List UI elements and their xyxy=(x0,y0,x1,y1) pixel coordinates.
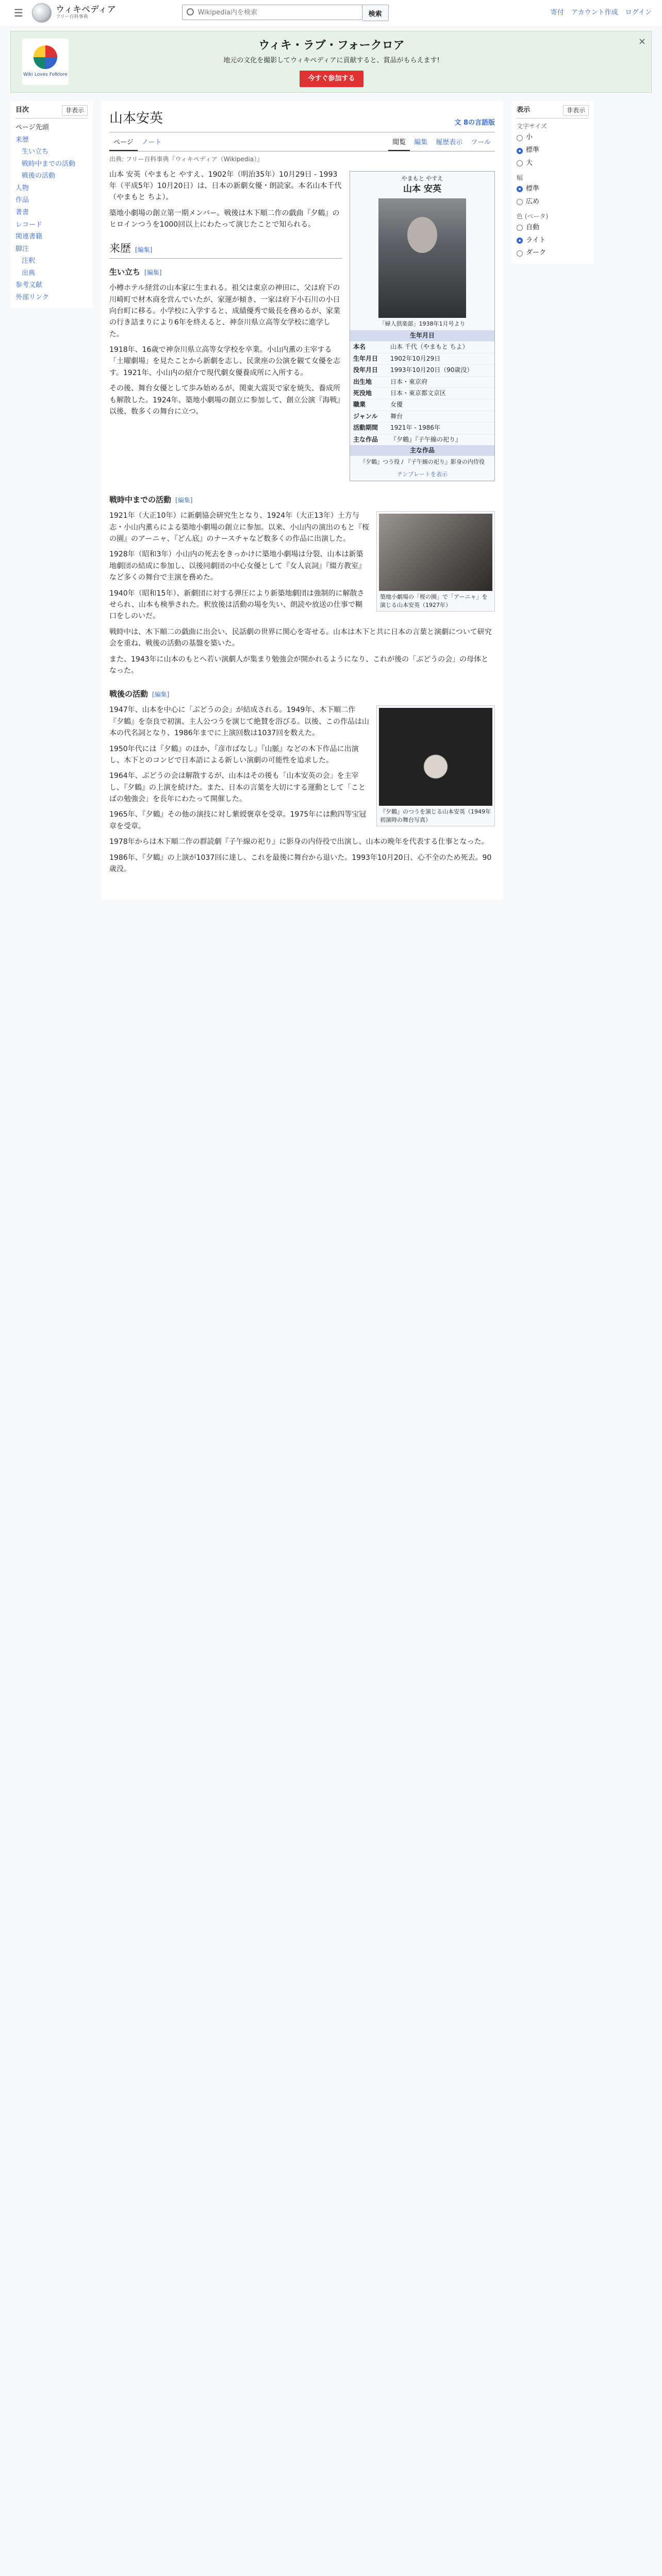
infobox-kana: やまもと やすえ xyxy=(401,175,443,182)
main-menu-icon[interactable]: ☰ xyxy=(14,7,23,19)
paragraph: 1986年、『夕鶴』の上演が1037回に達し、これを最後に舞台から退いた。1993年10月20日、心不全のため死去。90歳没。 xyxy=(109,853,492,874)
infobox-works: 『夕鶴』つう役 / 『子午線の祀り』影身の内侍役 xyxy=(360,459,485,466)
stage-photo[interactable] xyxy=(379,514,492,591)
infobox-row xyxy=(350,411,494,422)
user-links xyxy=(551,8,652,19)
toc-item[interactable] xyxy=(15,146,88,158)
toc-item[interactable] xyxy=(15,207,88,219)
paragraph: 1947年、山本を中心に「ぶどうの会」が結成される。1949年、木下順二作『夕鶴』を奈良で初演、主人公つうを演じて絶賛を浴びる。以後、この作品は山本の代名詞となり、1986年までに上演回数は1037回を数えた。 xyxy=(109,706,369,738)
tab-tools[interactable]: ツール xyxy=(471,138,491,146)
toc-item-label[interactable]: 関連書籍 xyxy=(15,233,43,241)
edit-section-link[interactable]: [編集] xyxy=(175,497,193,504)
radio-option[interactable] xyxy=(517,131,589,144)
toc-list xyxy=(15,122,88,303)
toc-item-label[interactable]: 作品 xyxy=(15,196,29,205)
appearance-panel xyxy=(511,101,594,900)
toc-item[interactable] xyxy=(15,158,88,171)
source-note: 出典: フリー百科事典『ウィキペディア（Wikipedia）』 xyxy=(109,156,263,163)
radio-icon[interactable] xyxy=(517,160,523,166)
infobox-section-works: 主な作品 xyxy=(350,445,494,456)
toc-item[interactable] xyxy=(15,219,88,231)
toc-item[interactable] xyxy=(15,279,88,292)
campaign-banner xyxy=(10,31,652,93)
toc-item-label[interactable]: レコード xyxy=(15,221,43,229)
infobox-key: 活動期間 xyxy=(353,424,378,432)
site-title: ウィキペディア xyxy=(56,5,116,15)
paragraph: また、1943年に山本のもとへ若い演劇人が集まり勉強会が開かれるようになり、これが後の「ぶどうの会」の母体となった。 xyxy=(109,655,489,675)
radio-option[interactable] xyxy=(517,247,589,260)
appearance-hide-button[interactable]: 非表示 xyxy=(563,105,589,116)
paragraph: 戦時中は、木下順二の戯曲に出会い、民話劇の世界に関心を寄せる。山本は木下と共に日本の言葉と演劇について研究会を重ね、戦後の活動の基盤を築いた。 xyxy=(109,628,492,648)
portrait-photo[interactable] xyxy=(378,198,466,318)
text-size-options xyxy=(517,131,589,170)
toc-item-label[interactable]: 戦後の活動 xyxy=(22,172,56,180)
subsection-heading-postwar: 戦後の活動 [編集] xyxy=(109,688,495,700)
radio-label: 大 xyxy=(526,159,533,167)
infobox-key: 死没地 xyxy=(353,389,372,397)
paragraph: 1940年（昭和15年）、新劇団に対する弾圧により新築地劇団は強制的に解散させられ、山本も検挙された。釈放後は活動の場を失い、朗読や放送の仕事で糊口をしのいだ。 xyxy=(109,589,365,621)
figure-sakura xyxy=(376,511,495,612)
toc-item-label[interactable]: 戦時中までの活動 xyxy=(22,160,76,168)
infobox-row xyxy=(350,422,494,433)
tab-talk[interactable]: ノート xyxy=(141,138,162,146)
paragraph: 1918年、16歳で神奈川県立高等女学校を卒業。小山内薫の主宰する「土曜劇場」を見たことから新劇を志し、民衆座の公演を観て女優を志す。1921年、小山内の紹介で現代劇女優養成所に入所する。 xyxy=(109,346,340,377)
paragraph: 1950年代には『夕鶴』のほか、『彦市ばなし』『山脈』などの木下作品に出演し、木下とのコンビで日本語による新しい演劇の可能性を追求した。 xyxy=(109,744,359,765)
toc-item[interactable] xyxy=(15,267,88,280)
toc-heading: 目次 xyxy=(15,106,29,114)
radio-icon[interactable] xyxy=(517,199,523,205)
tab-page[interactable]: ページ xyxy=(109,135,138,151)
infobox-value: 女優 xyxy=(390,401,403,409)
site-header xyxy=(0,0,662,26)
search-icon xyxy=(187,8,194,15)
search-form xyxy=(182,5,389,21)
radio-label: 標準 xyxy=(526,146,540,155)
radio-option[interactable] xyxy=(517,234,589,247)
toc-item[interactable] xyxy=(15,194,88,207)
radio-icon[interactable] xyxy=(517,148,523,154)
text-size-label: 文字サイズ xyxy=(517,123,548,130)
appearance-heading: 表示 xyxy=(517,106,531,114)
site-logo[interactable] xyxy=(32,3,116,23)
banner-logo xyxy=(22,39,69,85)
infobox-value: 1902年10月29日 xyxy=(390,354,441,362)
toc-item-label[interactable]: 脚注 xyxy=(15,245,29,253)
toc-sidebar xyxy=(10,101,93,900)
radio-label: 自動 xyxy=(526,223,540,231)
radio-option[interactable] xyxy=(517,196,589,209)
site-subtitle: フリー百科事典 xyxy=(56,14,88,20)
folklore-logo-icon xyxy=(34,45,57,69)
toc-item-label[interactable]: ページ先頭 xyxy=(15,124,49,132)
infobox xyxy=(350,171,495,482)
infobox-name: 山本 安英 xyxy=(403,183,441,194)
donate-link[interactable]: 寄付 xyxy=(550,8,564,16)
wikipedia-globe-icon xyxy=(32,3,52,23)
toc-item-label[interactable]: 著書 xyxy=(15,209,29,217)
infobox-section-bio: 生年月日 xyxy=(350,330,494,341)
paragraph: 1964年、ぶどうの会は解散するが、山本はその後も「山本安英の会」を主宰し、『夕鶴』の上演を続けた。また、日本の言葉を大切にする運動として「ことばの勉強会」を長年にわたって開催した。 xyxy=(109,772,366,804)
infobox-row xyxy=(350,341,494,352)
infobox-rows xyxy=(350,341,494,445)
toc-item-label[interactable]: 注釈 xyxy=(22,257,36,265)
edit-section-link[interactable]: [編集] xyxy=(135,246,153,253)
radio-label: 標準 xyxy=(526,184,540,193)
tab-read[interactable]: 閲覧 xyxy=(388,135,410,151)
infobox-value: 舞台 xyxy=(390,412,403,420)
toc-item[interactable] xyxy=(15,122,88,134)
search-button[interactable]: 検索 xyxy=(362,5,389,21)
radio-icon[interactable] xyxy=(517,225,523,231)
yuzuru-photo[interactable] xyxy=(379,708,492,806)
infobox-key: 没年月日 xyxy=(353,366,378,374)
radio-label: 小 xyxy=(526,133,533,142)
infobox-key: ジャンル xyxy=(353,412,378,420)
radio-option[interactable] xyxy=(517,157,589,170)
language-button[interactable]: 文 8の言語版 xyxy=(454,118,495,127)
paragraph: 1978年からは木下順二作の群読劇『子午線の祀り』に影身の内侍役で出演し、山本の晩年を代表する仕事となった。 xyxy=(109,838,489,846)
section-heading-history: 来歴 [編集] xyxy=(109,240,342,259)
infobox-value: 日本・東京都文京区 xyxy=(390,389,446,397)
color-label: 色 (ベータ) xyxy=(517,212,549,220)
infobox-value: 日本・東京府 xyxy=(390,378,428,385)
infobox-key: 職業 xyxy=(353,401,366,409)
login-link[interactable]: ログイン xyxy=(625,8,652,16)
toc-item-label[interactable]: 来歴 xyxy=(15,135,29,144)
lead-paragraph-2: 築地小劇場の創立第一期メンバー。戦後は木下順二作の戯曲『夕鶴』のヒロインつうを1000回以上にわたって演じたことで知られる。 xyxy=(109,209,340,229)
paragraph: その後、舞台女優として歩み始めるが、関東大震災で家を焼失、養成所も解散した。1924年、築地小劇場の創立に参加して、創立公演『海戦』以後、数多くの舞台に立つ。 xyxy=(109,384,341,416)
toc-hide-button[interactable]: 非表示 xyxy=(62,105,88,116)
radio-icon[interactable] xyxy=(517,250,523,257)
banner-title: ウィキ・ラブ・フォークロア xyxy=(258,39,405,52)
infobox-key: 出生地 xyxy=(353,378,372,385)
paragraph: 小樽ホテル経営の山本家に生まれる。祖父は東京の神田に、父は府下の川崎町で材木商を営んでいたが、家運が傾き、一家は府下小石川の小日向台町に移る。小学校に入学すると、成績優秀で級長を務めるが、家業の行き詰まりにより6年を終えると、神奈川県立高等女学校に進学した。 xyxy=(109,284,340,338)
close-icon[interactable]: × xyxy=(638,36,646,47)
figure-yuzuru xyxy=(376,705,495,826)
infobox-value: 1921年 - 1986年 xyxy=(390,424,441,432)
radio-icon[interactable] xyxy=(517,135,523,141)
edit-section-link[interactable]: [編集] xyxy=(144,269,162,277)
edit-section-link[interactable]: [編集] xyxy=(152,691,170,699)
infobox-key: 主な作品 xyxy=(353,435,378,443)
figure-caption: 築地小劇場の「桜の園」で「アーニャ」を演じる山本安英（1927年） xyxy=(380,594,488,608)
tab-history[interactable]: 履歴表示 xyxy=(436,138,463,146)
subsection-heading-prewar: 戦時中までの活動 [編集] xyxy=(109,494,495,506)
article-content xyxy=(101,101,503,900)
infobox-key: 本名 xyxy=(353,343,366,351)
tab-edit[interactable]: 編集 xyxy=(414,138,428,146)
toc-item-label[interactable]: 外部リンク xyxy=(15,293,49,301)
template-link[interactable]: テンプレートを表示 xyxy=(396,471,448,478)
infobox-row xyxy=(350,434,494,445)
lead-paragraph-1: 山本 安英（やまもと やすえ、1902年（明治35年）10月29日 - 1993年（平成5年）10月20日）は、日本の新劇女優・朗読家。本名山本千代（やまもと ちよ）。 xyxy=(109,170,342,202)
infobox-value: 山本 千代（やまもと ちよ） xyxy=(390,343,469,351)
paragraph: 1921年（大正10年）に新劇協会研究生となり、1924年（大正13年）土方与志・小山内薫らによる築地小劇場の創立に参加。以来、小山内の演出のもと『桜の園』のアーニャ、『どん底』のナースチャなど数多くの作品に出演した。 xyxy=(109,512,369,544)
toc-item[interactable] xyxy=(15,182,88,195)
width-options xyxy=(517,183,589,209)
paragraph: 1928年（昭和3年）小山内の死去をきっかけに築地小劇場は分裂、山本は新築地劇団の結成に参加し、以後同劇団の中心女優として『女人哀詞』『綴方教室』など多くの舞台で主演を務めた。 xyxy=(109,550,366,582)
toc-item[interactable] xyxy=(15,292,88,304)
toc-item[interactable] xyxy=(15,231,88,243)
radio-icon[interactable] xyxy=(517,238,523,244)
radio-label: ライト xyxy=(526,236,546,244)
color-options xyxy=(517,222,589,260)
toc-item-label[interactable]: 生い立ち xyxy=(22,148,49,156)
banner-join-button[interactable]: 今すぐ参加する xyxy=(300,71,363,88)
radio-label: 広め xyxy=(526,197,540,206)
photo-caption: 「婦人倶楽部」1938年1月号より xyxy=(379,320,466,328)
infobox-row xyxy=(350,387,494,399)
infobox-key: 生年月日 xyxy=(353,354,378,362)
banner-logo-text: Wiki Loves Folklore xyxy=(23,72,68,77)
search-input[interactable] xyxy=(182,5,362,20)
toc-item-label[interactable]: 参考文献 xyxy=(15,281,43,290)
toc-item-label[interactable]: 出典 xyxy=(22,269,36,277)
page-title: 山本安英 xyxy=(109,111,163,126)
toc-item[interactable] xyxy=(15,134,88,146)
toc-item[interactable] xyxy=(15,170,88,182)
infobox-row xyxy=(350,399,494,410)
create-account-link[interactable]: アカウント作成 xyxy=(571,8,618,16)
figure-caption: 『夕鶴』のつうを演じる山本安英（1949年初演時の舞台写真） xyxy=(380,808,491,823)
toc-item[interactable] xyxy=(15,243,88,256)
width-label: 幅 xyxy=(517,174,523,181)
infobox-row xyxy=(350,376,494,387)
radio-option[interactable] xyxy=(517,222,589,234)
radio-option[interactable] xyxy=(517,144,589,157)
radio-option[interactable] xyxy=(517,183,589,196)
toc-item-label[interactable]: 人物 xyxy=(15,184,29,192)
infobox-value: 1993年10月20日（90歳没） xyxy=(390,366,473,374)
infobox-value: 『夕鶴』『子午線の祀り』 xyxy=(390,435,462,443)
radio-label: ダーク xyxy=(526,249,547,257)
infobox-row xyxy=(350,364,494,376)
paragraph: 1965年、『夕鶴』その他の演技に対し紫綬褒章を受章。1975年には勲四等宝冠章を受章。 xyxy=(109,810,367,831)
radio-icon[interactable] xyxy=(517,186,523,192)
banner-subtitle: 地元の文化を撮影してウィキペディアに貢献すると、賞品がもらえます! xyxy=(223,56,440,64)
toc-item[interactable] xyxy=(15,255,88,267)
infobox-row xyxy=(350,353,494,364)
page-tabs xyxy=(109,135,495,152)
subsection-heading-early: 生い立ち [編集] xyxy=(109,266,342,278)
